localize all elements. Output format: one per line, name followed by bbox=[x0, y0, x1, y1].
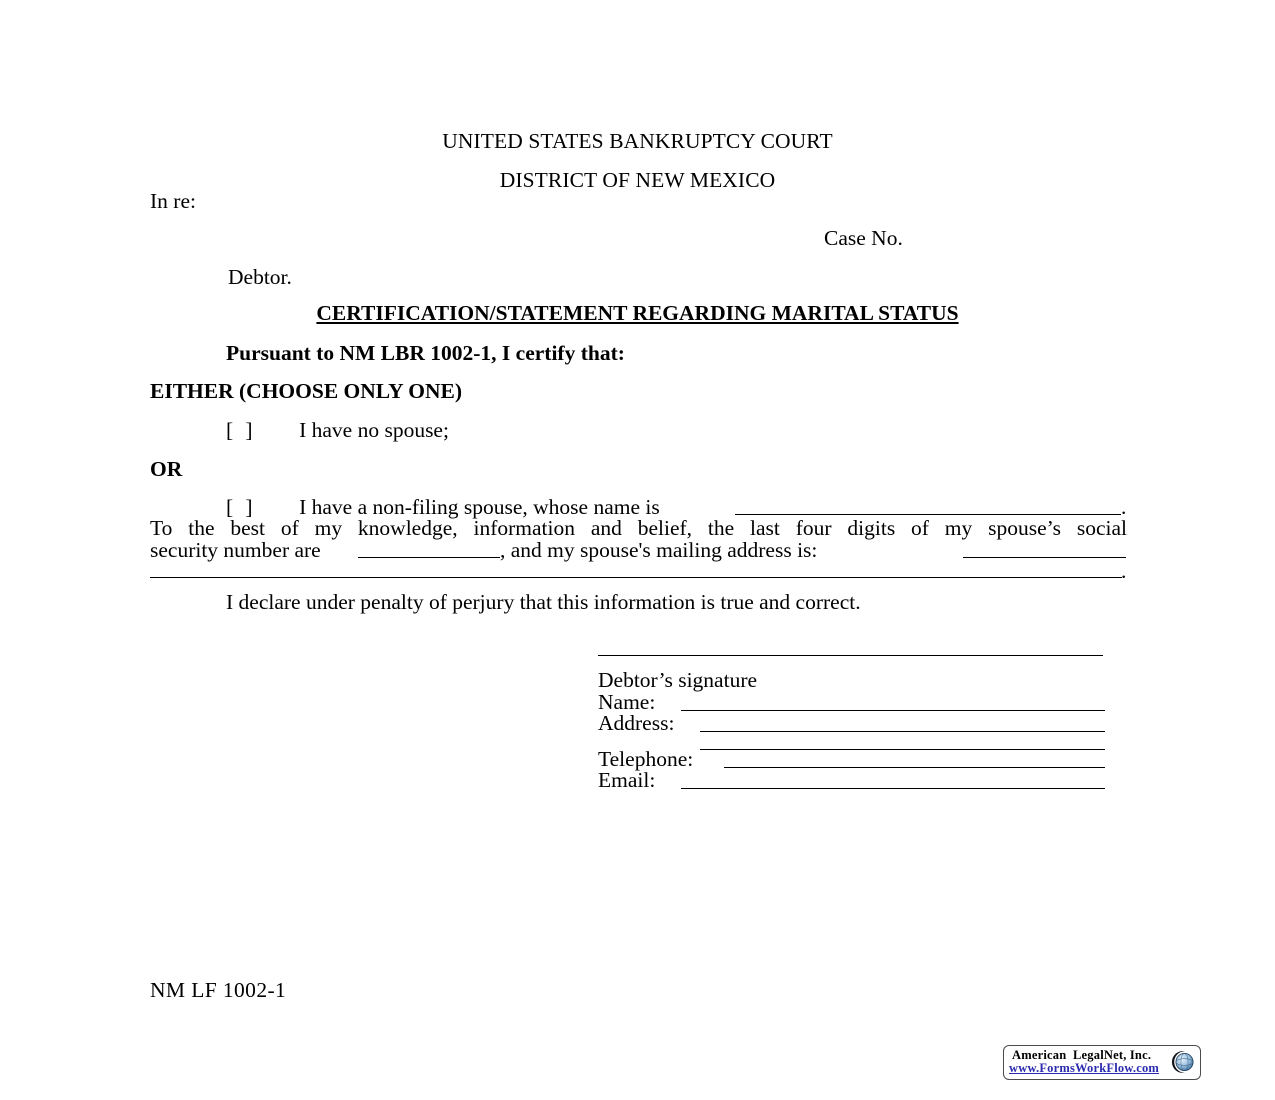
pursuant-statement: Pursuant to NM LBR 1002-1, I certify that: bbox=[226, 341, 625, 365]
address-label: Address: bbox=[598, 711, 675, 735]
debtor-signature-blank[interactable] bbox=[598, 655, 1103, 656]
mailing-address-period: . bbox=[1121, 559, 1127, 583]
mailing-address-blank-line2[interactable] bbox=[150, 577, 1122, 578]
logo-company-name: American LegalNet, Inc. bbox=[1012, 1048, 1152, 1062]
debtor-label: Debtor. bbox=[228, 265, 292, 289]
page-title bbox=[0, 301, 1275, 326]
telephone-blank[interactable] bbox=[724, 767, 1105, 768]
option-non-filing-spouse-label: I have a non-filing spouse, whose name is bbox=[299, 495, 660, 519]
email-blank[interactable] bbox=[681, 788, 1105, 789]
case-number-label: Case No. bbox=[824, 226, 903, 250]
ssn-last-four-blank[interactable] bbox=[358, 557, 500, 558]
telephone-label: Telephone: bbox=[598, 747, 694, 771]
court-name-heading: UNITED STATES BANKRUPTCY COURT bbox=[442, 129, 833, 153]
perjury-declaration: I declare under penalty of perjury that this information is true and correct. bbox=[226, 590, 861, 614]
logo-website-link[interactable]: www.FormsWorkFlow.com bbox=[1009, 1061, 1160, 1075]
email-label: Email: bbox=[598, 768, 656, 792]
in-re-label: In re: bbox=[150, 189, 196, 213]
spouse-name-blank[interactable] bbox=[735, 514, 1121, 515]
district-heading: DISTRICT OF NEW MEXICO bbox=[499, 168, 776, 192]
either-heading: EITHER (CHOOSE ONLY ONE) bbox=[150, 379, 463, 403]
ssn-prefix-label: security number are bbox=[150, 538, 321, 562]
checkbox-non-filing-spouse[interactable]: [ ] bbox=[226, 495, 254, 519]
option-no-spouse-label: I have no spouse; bbox=[299, 418, 449, 442]
address-blank-line2[interactable] bbox=[700, 749, 1105, 750]
american-legalnet-badge[interactable] bbox=[1003, 1045, 1201, 1080]
address-blank-line1[interactable] bbox=[700, 731, 1105, 732]
name-label: Name: bbox=[598, 690, 656, 714]
option-no-spouse-row[interactable] bbox=[226, 418, 449, 443]
page-title-text: CERTIFICATION/STATEMENT REGARDING MARITAL STATUS bbox=[316, 301, 959, 325]
name-blank[interactable] bbox=[681, 710, 1105, 711]
mailing-address-prefix-label: , and my spouse's mailing address is: bbox=[500, 538, 818, 562]
mailing-address-blank-line1[interactable] bbox=[963, 557, 1126, 558]
spouse-name-period: . bbox=[1121, 495, 1127, 519]
globe-c-icon bbox=[1165, 1048, 1195, 1076]
debtor-signature-label: Debtor’s signature bbox=[598, 668, 758, 692]
form-number: NM LF 1002-1 bbox=[150, 978, 287, 1002]
checkbox-no-spouse[interactable]: [ ] bbox=[226, 418, 254, 442]
belief-statement-line: To the best of my knowledge, information and belief, the last four digits of my spouse’s social bbox=[150, 516, 1127, 540]
or-heading: OR bbox=[150, 457, 183, 481]
